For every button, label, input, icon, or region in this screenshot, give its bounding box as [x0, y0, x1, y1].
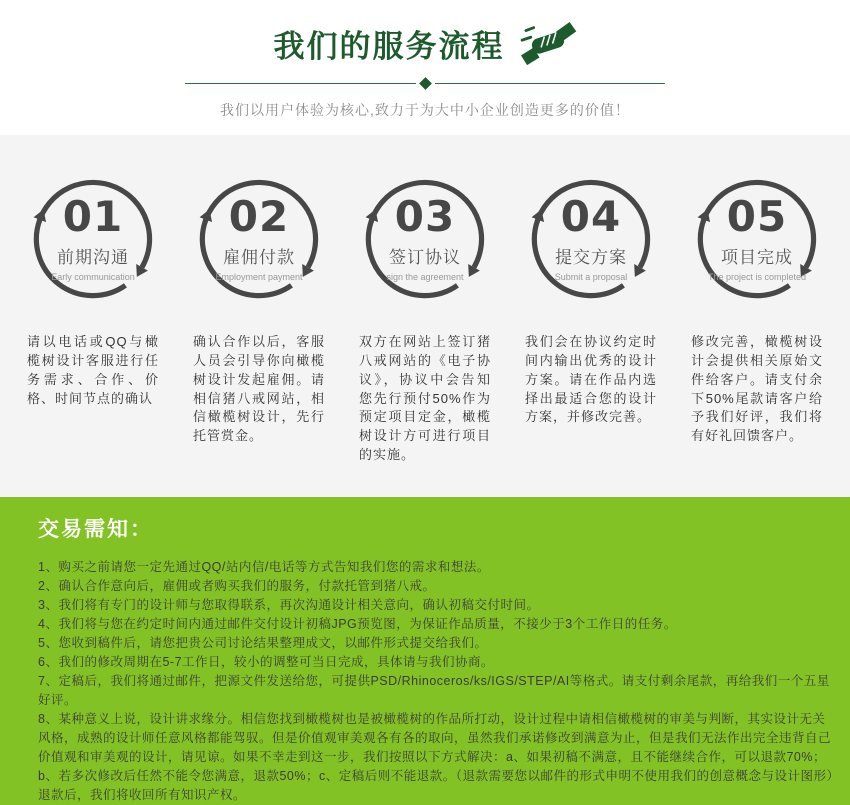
cycle-circle: [359, 173, 491, 305]
step-label-en: Early communication: [51, 272, 135, 282]
circle-content: [359, 173, 491, 305]
process-steps-section: [0, 135, 850, 497]
page-title: 我们的服务流程: [273, 28, 505, 64]
notice-item: 8、某种意义上说，设计讲求缘分。相信您找到橄榄树也是被橄榄树的作品所打动，设计过程中请相信橄榄树的审美与判断，其实设计无关风格，成熟的设计师任意风格都能驾驭。但是价值观审美观各有各的取向，虽然我们承诺修改到满意为止，但是我们无法作出完全违背自己价值观和审美观的设计，请见谅。如果不幸走到这一步，我们按照以下方式解决：a、如果初稿不满意，且不能继续合作，可以退款70%；b、若多次修改后任然不能令您满意，退款50%；c、定稿后则不能退款。（退款需要您以邮件的形式申明不使用我们的创意概念与设计图形）退款后，我们将收回所有知识产权。: [38, 712, 834, 802]
step-label-zh: 提交方案: [555, 248, 627, 267]
step-label-zh: 签订协议: [389, 248, 461, 267]
divider-line: [185, 83, 416, 84]
notice-item: 5、您收到稿件后，请您把贵公司讨论结果整理成文，以邮件形式提交给我们。: [38, 636, 488, 650]
step-label-zh: 前期沟通: [57, 248, 129, 267]
step-description: 双方在网站上签订猪八戒网站的《电子协议》，协议中会告知您先行预付50%作为预定项目定金，橄榄树设计方可进行项目的实施。: [359, 334, 491, 463]
step-description: 我们会在协议约定时间内输出优秀的设计方案。请在作品内选择出最适合您的设计方案，并修改完善。: [525, 334, 657, 425]
notice-item: 1、购买之前请您一定先通过QQ/站内信/电话等方式告知我们您的需求和想法。: [38, 560, 490, 574]
cycle-circle: [27, 173, 159, 305]
step-description: 修改完善，橄榄树设计会提供相关原始文件给客户。请支付余下50%尾款请客户给予我们好评，我们将有好礼回馈客户。: [691, 334, 823, 444]
cycle-circle: [525, 173, 657, 305]
cycle-circle: [193, 173, 325, 305]
step-number: 03: [394, 192, 456, 241]
transaction-notice-section: [0, 497, 850, 805]
step-label-en: Employment payment: [215, 272, 303, 282]
notice-item: 7、定稿后，我们将通过邮件，把源文件发送给您，可提供PSD/Rhinoceros/ks/IGS/STEP/AI等格式。请支付剩余尾款，再给我们一个五星好评。: [38, 674, 830, 707]
title-divider: [185, 79, 665, 88]
step-3: [342, 173, 508, 497]
circle-content: [691, 173, 823, 305]
title-row: [0, 0, 850, 66]
step-2: [176, 173, 342, 497]
circle-content: [525, 173, 657, 305]
circle-content: [193, 173, 325, 305]
step-label-zh: 雇佣付款: [223, 248, 295, 267]
notice-item: 6、我们的修改周期在5-7工作日，较小的调整可当日完成，具体请与我们协商。: [38, 655, 495, 669]
step-number: 02: [228, 192, 290, 241]
step-label-en: sign the agreement: [386, 272, 464, 282]
handshake-icon: [519, 20, 577, 66]
notice-title: 交易需知：: [38, 518, 153, 541]
cycle-circle: [691, 173, 823, 305]
step-description: 确认合作以后，客服人员会引导你向橄榄树设计发起雇佣。请相信猪八戒网站，相信橄榄树设计，先行托管赏金。: [193, 334, 325, 444]
step-number: 05: [726, 192, 788, 241]
step-description: 请以电话或QQ与橄榄树设计客服进行任务需求、合作、价格、时间节点的确认: [27, 334, 159, 406]
header: [0, 0, 850, 135]
step-number: 04: [560, 192, 622, 241]
notice-item: 2、确认合作意向后，雇佣或者购买我们的服务，付款托管到猪八戒。: [38, 579, 436, 593]
divider-line: [435, 83, 666, 84]
notice-item: 4、我们将与您在约定时间内通过邮件交付设计初稿JPG预览图，为保证作品质量，不接少于3个工作日的任务。: [38, 617, 677, 631]
subtitle: 我们以用户体验为核心,致力于为大中小企业创造更多的价值！: [220, 102, 630, 118]
circle-content: [27, 173, 159, 305]
step-4: [508, 173, 674, 497]
step-label-en: The project is completed: [707, 272, 807, 282]
step-label-en: Submit a proposal: [554, 272, 628, 282]
step-1: [10, 173, 176, 497]
step-number: 01: [62, 192, 124, 241]
step-label-zh: 项目完成: [721, 248, 793, 267]
step-5: [674, 173, 840, 497]
notice-item: 3、我们将有专门的设计师与您取得联系，再次沟通设计相关意向，确认初稿交付时间。: [38, 598, 540, 612]
divider-diamond-icon: [419, 77, 432, 90]
